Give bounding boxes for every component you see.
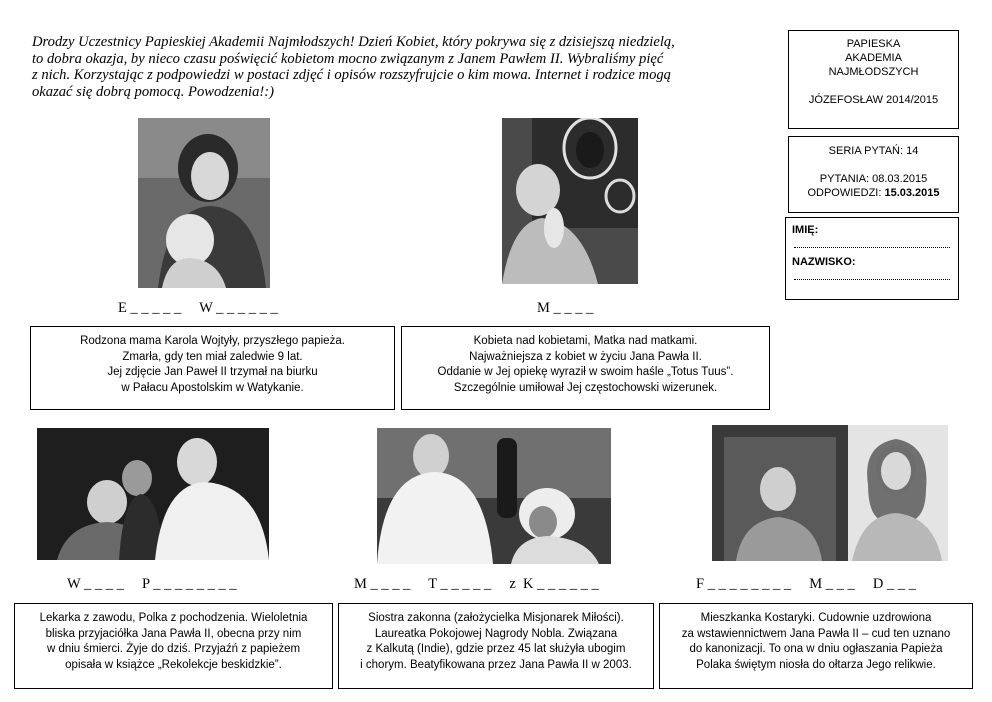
description-box [401,326,770,410]
description-line: z Kalkutą (Indie), gdzie przez 45 lat służyła ubogim [366,643,626,655]
academy-line: PAPIESKA [846,38,901,50]
intro-line: Drodzy Uczestnicy Papieskiej Akademii Najmłodszych! Dzień Kobiet, który pokrywa się z dzisiejszą niedzielą, [32,34,675,50]
description-box [338,603,654,689]
series-number: SERIA PYTAŃ: 14 [828,145,919,157]
photo-mother-with-baby [138,118,270,288]
photo-friend-with-pope [37,428,269,560]
description-line: Najważniejsza z kobiet w życiu Jana Pawła II. [469,350,702,363]
first-name-field[interactable] [794,238,950,248]
description-line: do kanonizacji. To ona w dniu ogłaszania Papieża [689,643,943,655]
description-line: Jej zdjęcie Jan Paweł II trzymał na biurku [107,366,318,378]
first-name-label: IMIĘ: [792,224,819,236]
answer-blanks[interactable]: M _ _ _ _ T _ _ _ _ _ z K _ _ _ _ _ _ [354,576,599,592]
photo-nun-with-pope [377,428,611,564]
description-box [30,326,395,410]
description-line: Siostra zakonna (założycielka Misjonarek Miłości). [368,612,624,624]
description-line: Lekarka z zawodu, Polka z pochodzenia. Wieloletnia [39,612,308,624]
description-line: Kobieta nad kobietami, Matka nad matkami. [473,335,698,347]
intro-line: z nich. Korzystając z podpowiedzi w postaci zdjęć i opisów rozszyfrujcie o kim mowa. Internet i rodzice mogą [32,67,671,83]
questions-date: PYTANIA: 08.03.2015 [819,173,928,185]
description-line: Mieszkanka Kostaryki. Cudownie uzdrowiona [700,612,932,624]
description-line: Polaka świętym niosła do ołtarza Jego relikwie. [696,658,936,671]
photo-woman-with-portrait [712,425,948,561]
academy-spacer [789,79,958,93]
description-line: Laureatka Pokojowej Nagrody Nobla. Związana [374,627,618,640]
answers-label: ODPOWIEDZI: [807,187,885,199]
description-line: w Pałacu Apostolskim w Watykanie. [121,381,304,394]
last-name-field[interactable] [794,270,950,280]
intro-line: okazać się dobrą pomocą. Powodzenia!:) [32,83,274,100]
answer-blanks[interactable]: W _ _ _ _ P _ _ _ _ _ _ _ _ [67,576,237,592]
description-box [659,603,973,689]
academy-line: AKADEMIA [845,52,902,64]
description-line: za wstawiennictwem Jana Pawła II – cud ten uznano [681,627,951,640]
name-form-box [785,217,959,300]
answer-blanks[interactable]: M _ _ _ _ [537,300,594,316]
description-line: Oddanie w Jej opiekę wyraził w swoim haśle „Totus Tuus”. [437,366,734,378]
photo-pope-with-icon [502,118,638,284]
answers-date-row [789,186,958,200]
answer-blanks[interactable]: E _ _ _ _ _ W _ _ _ _ _ _ [118,300,278,316]
answers-date: 15.03.2015 [884,187,940,199]
academy-box [788,30,959,129]
academy-line: NAJMŁODSZYCH [828,66,919,78]
description-line: i chorym. Beatyfikowana przez Jana Pawła II w 2003. [360,658,632,671]
academy-line: JÓZEFOSŁAW 2014/2015 [808,94,939,106]
intro-paragraph [32,34,772,100]
series-box [788,136,959,213]
description-line: Szczególnie umiłował Jej częstochowski wizerunek. [453,381,718,394]
description-line: Zmarła, gdy ten miał zaledwie 9 lat. [122,350,303,363]
description-line: Rodzona mama Karola Wojtyły, przyszłego papieża. [80,335,345,347]
description-line: opisała w książce „Rekolekcje beskidzkie”. [65,658,282,671]
intro-line: to dobra okazja, by nieco czasu poświęcić kobietom mocno związanym z Janem Pawłem II. Wybraliśmy pięć [32,50,664,67]
description-line: bliska przyjaciółka Jana Pawła II, obecna przy nim [45,627,302,640]
answer-blanks[interactable]: F _ _ _ _ _ _ _ _ M _ _ _ D _ _ _ [696,576,916,592]
description-box [14,603,333,689]
last-name-label: NAZWISKO: [792,256,856,268]
description-line: w dniu śmierci. Żyje do dziś. Przyjaźń z papieżem [46,643,301,655]
